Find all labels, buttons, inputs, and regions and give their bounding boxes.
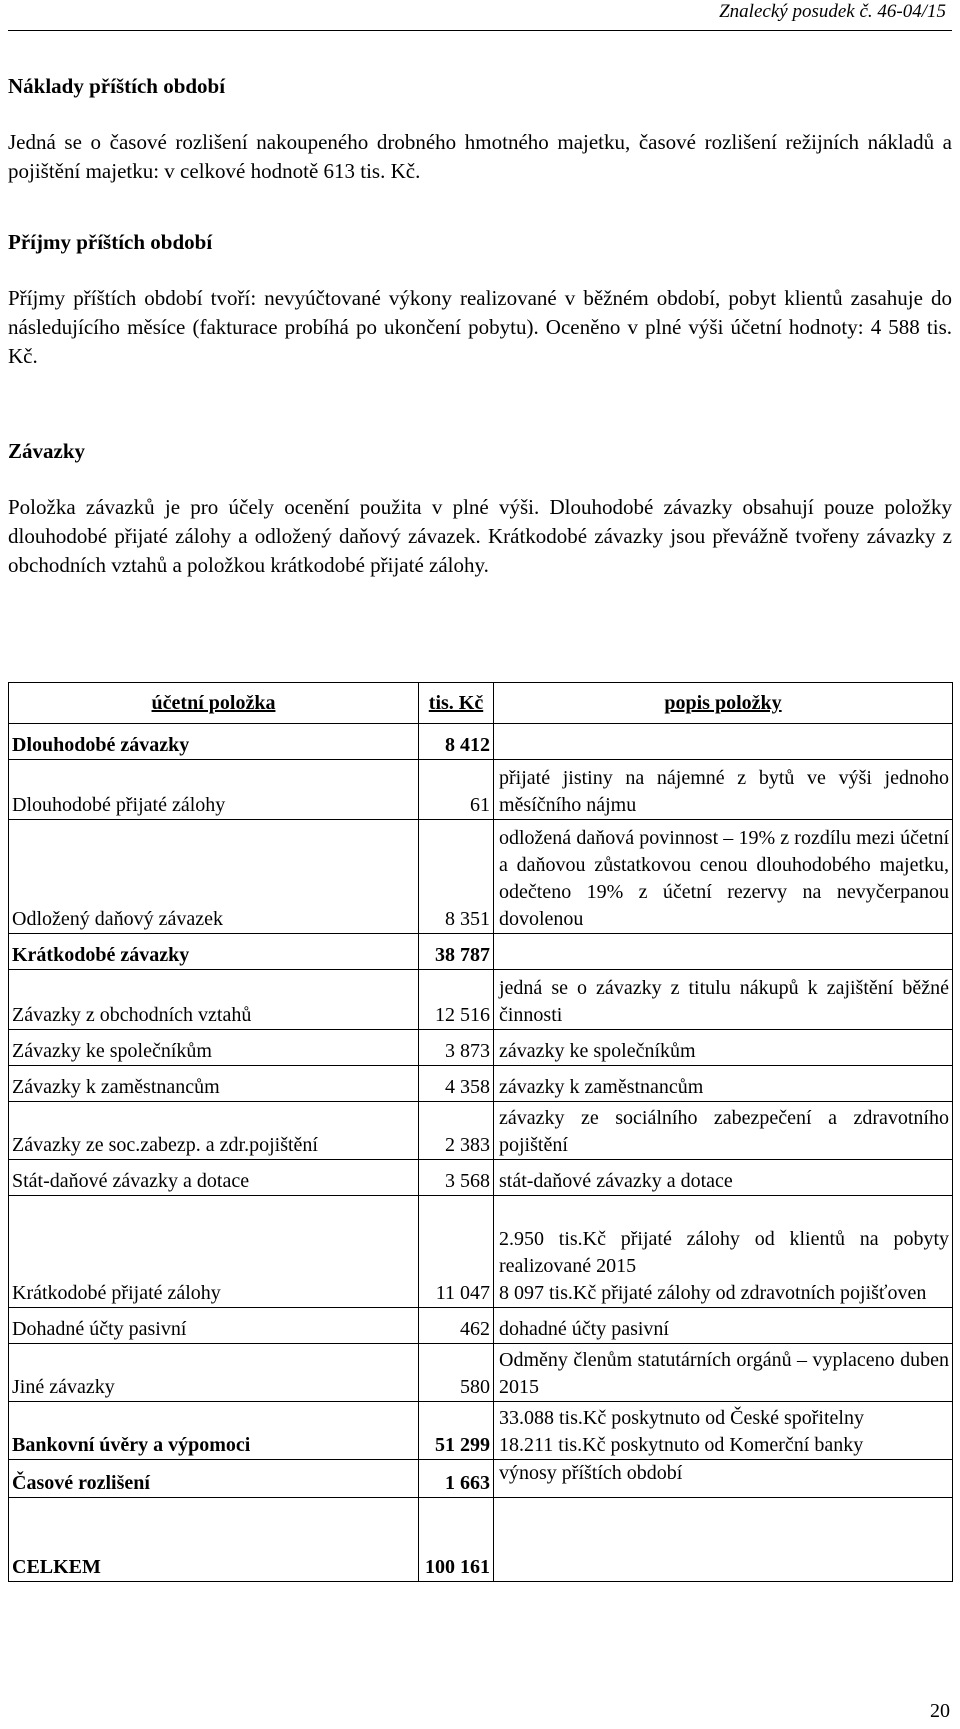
row-item: Krátkodobé přijaté zálohy (9, 1196, 419, 1308)
section-prijmy-body (8, 284, 952, 371)
row-value: 12 516 (419, 970, 494, 1030)
table-row (9, 1402, 953, 1460)
section-paragraph: Příjmy příštích období tvoří: nevyúčtované výkony realizované v běžném období, pobyt klientů zasahuje do následujícího měsíce (fakturace probíhá po ukončení pobytu). Oceněno v plné výši účetní hodnoty: 4 588 tis. Kč. (8, 286, 952, 368)
description-line: 33.088 tis.Kč poskytnuto od České spořitelny (499, 1407, 864, 1429)
row-value: 51 299 (419, 1402, 494, 1460)
section-naklady (8, 74, 952, 99)
row-description: odložená daňová povinnost – 19% z rozdílu mezi účetní a daňovou zůstatkovou cenou dlouhodobého majetku, odečteno 19% z účetní rezervy na nevyčerpanou dovolenou (494, 820, 953, 934)
row-item: Dohadné účty pasivní (9, 1308, 419, 1344)
row-description: stát-daňové závazky a dotace (494, 1160, 953, 1196)
row-value: 38 787 (419, 934, 494, 970)
table-row (9, 820, 953, 934)
table-row (9, 970, 953, 1030)
row-item: Dlouhodobé přijaté zálohy (9, 760, 419, 820)
column-header-value: tis. Kč (419, 683, 494, 724)
row-item: Jiné závazky (9, 1344, 419, 1402)
row-value: 4 358 (419, 1066, 494, 1102)
table-row (9, 1030, 953, 1066)
row-value: 2 383 (419, 1102, 494, 1160)
row-value: 580 (419, 1344, 494, 1402)
document-reference: Znalecký posudek č. 46-04/15 (719, 1, 946, 22)
table-row (9, 760, 953, 820)
liabilities-table (8, 682, 953, 1582)
row-value: 8 351 (419, 820, 494, 934)
row-value: 8 412 (419, 724, 494, 760)
table-row (9, 1344, 953, 1402)
table-total-row (9, 1498, 953, 1582)
table-row (9, 1196, 953, 1308)
row-description: závazky ke společníkům (494, 1030, 953, 1066)
section-prijmy (8, 230, 952, 255)
table-row (9, 724, 953, 760)
section-paragraph: Jedná se o časové rozlišení nakoupeného drobného hmotného majetku, časové rozlišení režijních nákladů a pojištění majetku: v celkové hodnotě 613 tis. Kč. (8, 130, 952, 183)
table-row (9, 1102, 953, 1160)
description-line: 2.950 tis.Kč přijaté zálohy od klientů na pobyty realizované 2015 (499, 1228, 949, 1277)
header-divider (8, 30, 952, 31)
total-value: 100 161 (419, 1498, 494, 1582)
table-row (9, 1160, 953, 1196)
total-description (494, 1498, 953, 1582)
row-description: přijaté jistiny na nájemné z bytů ve výši jednoho měsíčního nájmu (494, 760, 953, 820)
row-description: závazky k zaměstnancům (494, 1066, 953, 1102)
row-item: Závazky ke společníkům (9, 1030, 419, 1066)
section-zavazky-body (8, 493, 952, 580)
section-paragraph: Položka závazků je pro účely ocenění použita v plné výši. Dlouhodobé závazky obsahují pouze položky dlouhodobé přijaté zálohy a odložený daňový závazek. Krátkodobé závazky jsou převážně tvořeny závazky z obchodních vztahů a položkou krátkodobé přijaté zálohy. (8, 495, 952, 577)
row-value: 462 (419, 1308, 494, 1344)
section-heading: Příjmy příštích období (8, 230, 213, 254)
row-value: 3 873 (419, 1030, 494, 1066)
section-naklady-body (8, 128, 952, 186)
row-value: 3 568 (419, 1160, 494, 1196)
row-item: Odložený daňový závazek (9, 820, 419, 934)
row-description: jedná se o závazky z titulu nákupů k zajištění běžné činnosti (494, 970, 953, 1030)
section-heading: Závazky (8, 439, 86, 463)
row-item: Závazky k zaměstnancům (9, 1066, 419, 1102)
table-header-row (9, 683, 953, 724)
row-value: 1 663 (419, 1460, 494, 1498)
row-item: Časové rozlišení (9, 1460, 419, 1498)
table-row (9, 1066, 953, 1102)
table-row (9, 934, 953, 970)
row-value: 11 047 (419, 1196, 494, 1308)
description-line: 18.211 tis.Kč poskytnuto od Komerční banky (499, 1434, 864, 1456)
row-description (494, 1402, 953, 1460)
row-description (494, 934, 953, 970)
row-description: dohadné účty pasivní (494, 1308, 953, 1344)
row-item: Závazky z obchodních vztahů (9, 970, 419, 1030)
table-row (9, 1460, 953, 1498)
row-description: závazky ze sociálního zabezpečení a zdravotního pojištění (494, 1102, 953, 1160)
row-item: Dlouhodobé závazky (9, 724, 419, 760)
column-header-item: účetní položka (9, 683, 419, 724)
column-header-description: popis položky (494, 683, 953, 724)
table-row (9, 1308, 953, 1344)
row-description (494, 724, 953, 760)
row-description: Odměny členům statutárních orgánů – vyplaceno duben 2015 (494, 1344, 953, 1402)
row-value: 61 (419, 760, 494, 820)
section-zavazky (8, 439, 952, 464)
total-label: CELKEM (9, 1498, 419, 1582)
row-description (494, 1196, 953, 1308)
description-line: 8 097 tis.Kč přijaté zálohy od zdravotních pojišťoven (499, 1282, 927, 1304)
row-item: Závazky ze soc.zabezp. a zdr.pojištění (9, 1102, 419, 1160)
section-heading: Náklady příštích období (8, 74, 226, 98)
row-item: Krátkodobé závazky (9, 934, 419, 970)
row-item: Stát-daňové závazky a dotace (9, 1160, 419, 1196)
page-number: 20 (930, 1700, 950, 1722)
row-description: výnosy příštích období (494, 1460, 953, 1498)
row-item: Bankovní úvěry a výpomoci (9, 1402, 419, 1460)
